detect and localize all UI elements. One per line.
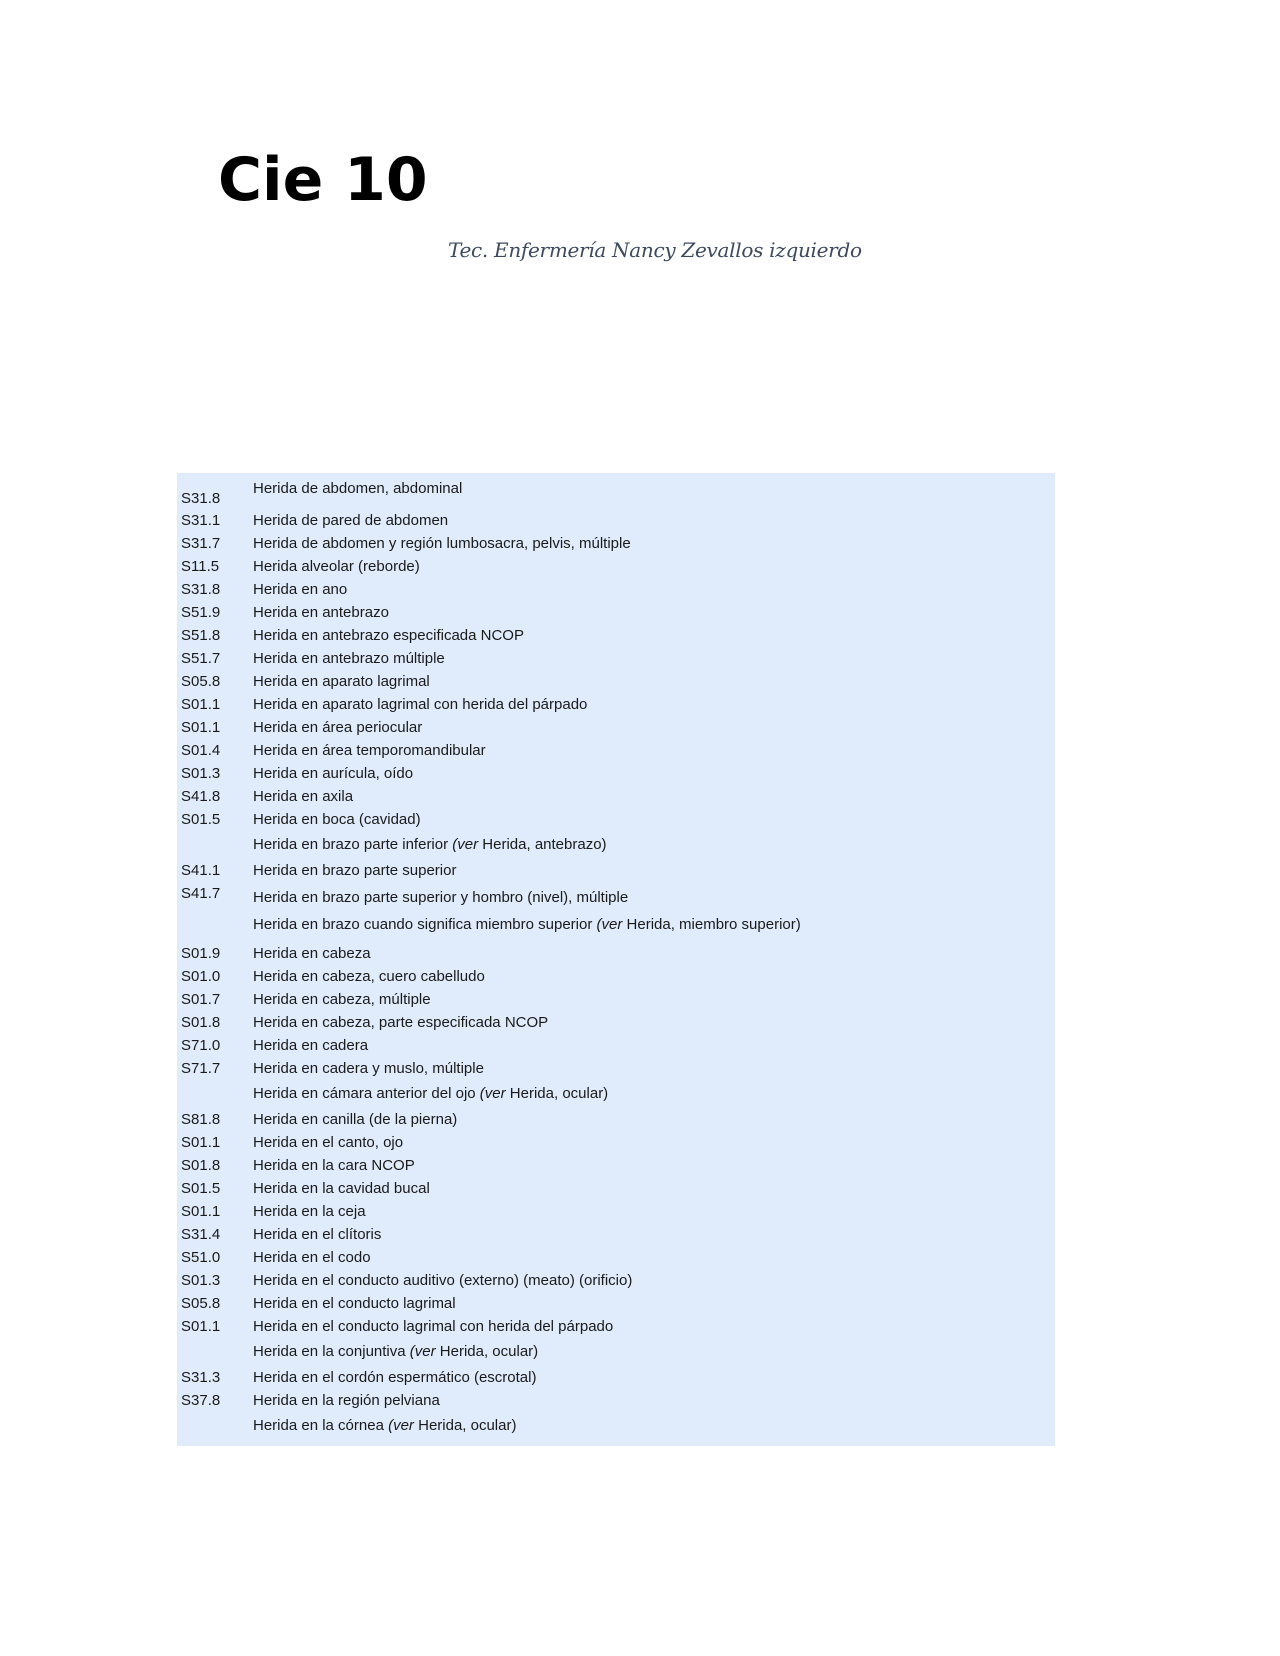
row-code: S31.7 (181, 535, 221, 552)
row-code: S01.3 (181, 765, 221, 782)
codes-table (177, 473, 1055, 1446)
see-also-prefix: (ver (479, 1085, 506, 1102)
row-description: Herida en axila (253, 788, 354, 805)
row-description: Herida en la región pelviana (253, 1392, 440, 1409)
row-description: Herida de pared de abdomen (253, 512, 449, 529)
see-also-prefix: (ver (596, 916, 623, 933)
row-code: S41.1 (181, 862, 221, 879)
row-description: Herida en la ceja (253, 1203, 366, 1220)
row-description: Herida en cabeza, parte especificada NCOP (253, 1014, 549, 1031)
table-row (177, 1108, 1055, 1131)
row-description: Herida en aparato lagrimal (253, 673, 430, 690)
table-row (177, 1246, 1055, 1269)
see-also-prefix: (ver (409, 1343, 436, 1360)
table-row (177, 555, 1055, 578)
table-row (177, 1338, 1055, 1366)
see-also-prefix: (ver (388, 1417, 414, 1434)
row-description: Herida en el canto, ojo (253, 1134, 404, 1151)
row-description: Herida en el conducto lagrimal con herida del párpado (253, 1318, 614, 1335)
row-code: S01.0 (181, 968, 221, 985)
table-row (177, 1269, 1055, 1292)
row-code: S51.7 (181, 650, 221, 667)
row-description: Herida en el cordón espermático (escrotal) (253, 1369, 537, 1386)
table-row (177, 532, 1055, 555)
row-description: Herida en cabeza, múltiple (253, 991, 431, 1008)
table-row (177, 578, 1055, 601)
row-description: Herida en el codo (253, 1249, 371, 1266)
row-code: S01.5 (181, 811, 221, 828)
table-row (177, 1315, 1055, 1338)
row-description: Herida en área periocular (253, 719, 423, 736)
row-code: S31.4 (181, 1226, 221, 1243)
row-description: Herida alveolar (reborde) (253, 558, 420, 575)
table-row (177, 647, 1055, 670)
row-code: S01.1 (181, 1203, 221, 1220)
row-code: S51.8 (181, 627, 221, 644)
table-row (177, 509, 1055, 532)
row-description: Herida en antebrazo (253, 604, 389, 621)
row-description: Herida en el clítoris (253, 1226, 382, 1243)
row-code: S01.3 (181, 1272, 221, 1289)
row-description: Herida de abdomen y región lumbosacra, pelvis, múltiple (253, 535, 631, 552)
table-row (177, 1412, 1055, 1440)
document-author: Tec. Enfermería Nancy Zevallos izquierdo (448, 238, 862, 262)
row-code: S01.1 (181, 696, 221, 713)
row-code: S31.1 (181, 512, 221, 529)
table-row (177, 1080, 1055, 1108)
table-row (177, 477, 1055, 509)
table-row (177, 808, 1055, 831)
table-row (177, 942, 1055, 965)
table-row (177, 913, 1055, 942)
table-row (177, 1011, 1055, 1034)
table-row (177, 785, 1055, 808)
row-description: Herida en brazo parte superior (253, 862, 457, 879)
row-description: Herida en la cara NCOP (253, 1157, 415, 1174)
table-row (177, 739, 1055, 762)
table-row (177, 1389, 1055, 1412)
row-code: S01.1 (181, 1318, 221, 1335)
row-code: S11.5 (181, 558, 220, 575)
row-description: Herida en aparato lagrimal con herida del párpado (253, 696, 588, 713)
table-row (177, 1057, 1055, 1080)
row-code: S71.0 (181, 1037, 221, 1054)
table-row (177, 693, 1055, 716)
document-title: Cie 10 (218, 145, 428, 215)
row-description: Herida en antebrazo múltiple (253, 650, 445, 667)
row-code: S41.8 (181, 788, 221, 805)
table-row (177, 882, 1055, 913)
row-description: Herida en cadera (253, 1037, 369, 1054)
row-description: Herida en área temporomandibular (253, 742, 486, 759)
row-code: S01.1 (181, 719, 221, 736)
row-code: S01.8 (181, 1014, 221, 1031)
table-row (177, 1366, 1055, 1389)
row-description: Herida en cabeza (253, 945, 371, 962)
row-description: Herida en la conjuntiva (ver Herida, ocular) (253, 1343, 539, 1360)
row-description: Herida en la córnea (ver Herida, ocular) (253, 1417, 517, 1434)
row-code: S41.7 (181, 885, 221, 902)
table-row (177, 1177, 1055, 1200)
row-description: Herida en cabeza, cuero cabelludo (253, 968, 485, 985)
table-row (177, 762, 1055, 785)
row-description: Herida en antebrazo especificada NCOP (253, 627, 524, 644)
table-row (177, 831, 1055, 859)
see-also-prefix: (ver (452, 836, 479, 853)
table-row (177, 716, 1055, 739)
row-code: S31.3 (181, 1369, 221, 1386)
table-row (177, 988, 1055, 1011)
row-code: S01.9 (181, 945, 221, 962)
row-code: S51.9 (181, 604, 221, 621)
row-description: Herida en brazo cuando significa miembro superior (ver Herida, miembro superior) (253, 916, 801, 933)
row-description: Herida de abdomen, abdominal (253, 480, 463, 497)
row-code: S01.8 (181, 1157, 221, 1174)
row-description: Herida en boca (cavidad) (253, 811, 421, 828)
table-row (177, 601, 1055, 624)
row-code: S01.4 (181, 742, 221, 759)
table-row (177, 1292, 1055, 1315)
row-code: S31.8 (181, 581, 221, 598)
row-description: Herida en cadera y muslo, múltiple (253, 1060, 484, 1077)
table-row (177, 1034, 1055, 1057)
row-description: Herida en aurícula, oído (253, 765, 414, 782)
row-code: S05.8 (181, 1295, 221, 1312)
row-code: S71.7 (181, 1060, 221, 1077)
row-description: Herida en canilla (de la pierna) (253, 1111, 458, 1128)
row-description: Herida en cámara anterior del ojo (ver Herida, ocular) (253, 1085, 609, 1102)
table-row (177, 1200, 1055, 1223)
row-code: S01.5 (181, 1180, 221, 1197)
table-row (177, 1223, 1055, 1246)
table-row (177, 965, 1055, 988)
row-code: S81.8 (181, 1111, 221, 1128)
row-code: S01.1 (181, 1134, 221, 1151)
row-code: S31.8 (181, 490, 221, 507)
table-row (177, 624, 1055, 647)
row-code: S37.8 (181, 1392, 221, 1409)
row-description: Herida en ano (253, 581, 348, 598)
table-row (177, 1154, 1055, 1177)
row-code: S01.7 (181, 991, 221, 1008)
table-row (177, 1131, 1055, 1154)
row-description: Herida en el conducto lagrimal (253, 1295, 456, 1312)
table-row (177, 859, 1055, 882)
row-description: Herida en brazo parte inferior (ver Herida, antebrazo) (253, 836, 607, 853)
row-code: S51.0 (181, 1249, 221, 1266)
row-description: Herida en la cavidad bucal (253, 1180, 430, 1197)
table-row (177, 670, 1055, 693)
row-description: Herida en el conducto auditivo (externo) (meato) (orificio) (253, 1272, 633, 1289)
row-description: Herida en brazo parte superior y hombro (nivel), múltiple (253, 889, 629, 906)
row-code: S05.8 (181, 673, 221, 690)
